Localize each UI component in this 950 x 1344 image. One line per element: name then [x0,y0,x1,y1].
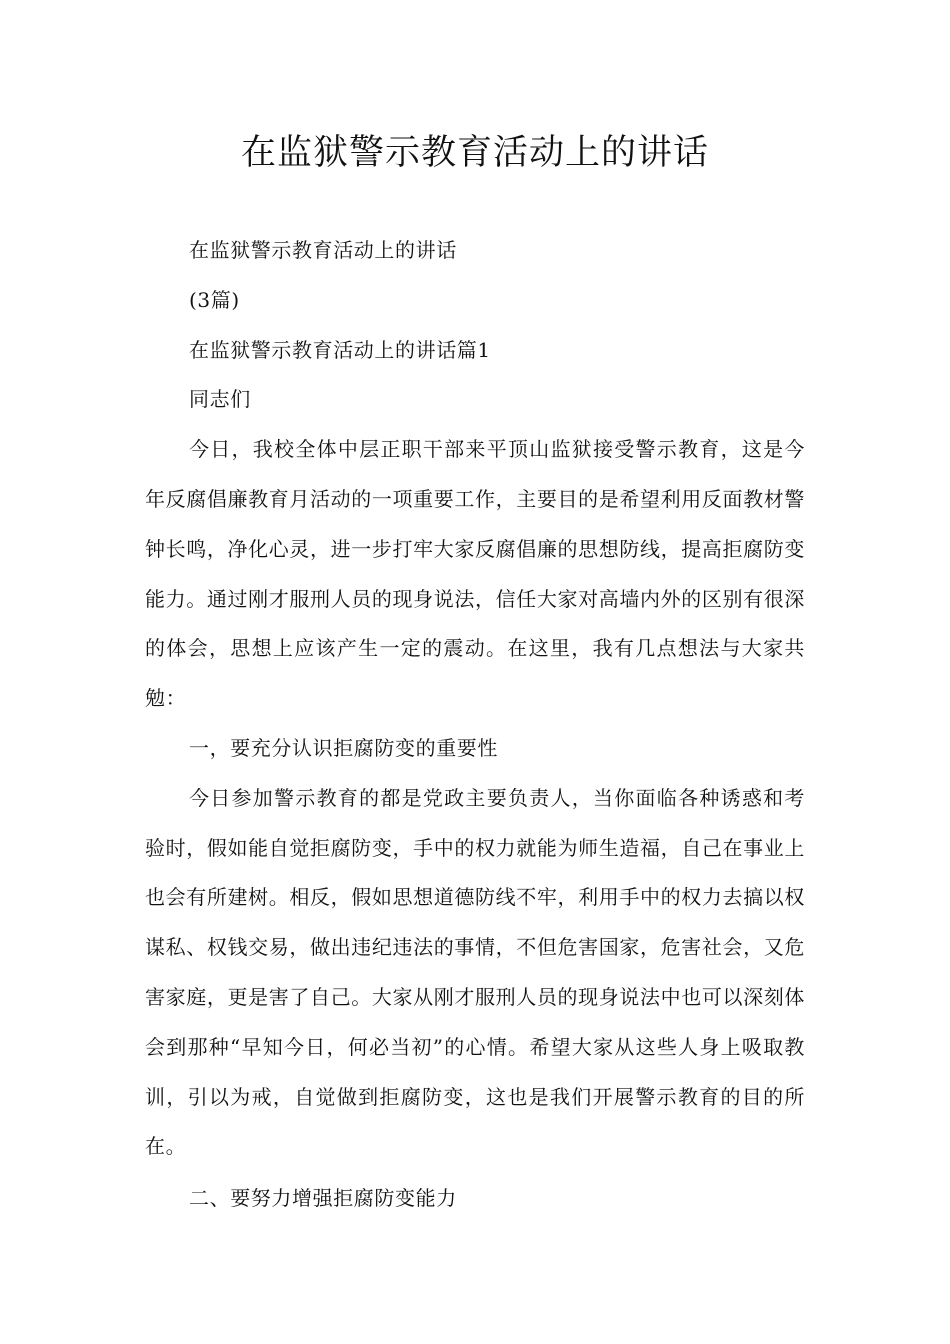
point-heading: 一，要充分认识拒腐防变的重要性 [189,735,498,760]
article-count: (3篇) [189,287,240,312]
point-heading: 二、要努力增强拒腐防变能力 [189,1186,457,1211]
subtitle-line: 在监狱警示教育活动上的讲话 [189,238,457,262]
salutation: 同志们 [189,387,251,412]
section-title: 在监狱警示教育活动上的讲话篇1 [189,337,491,362]
body-paragraph: 今日，我校全体中层正职干部来平顶山监狱接受警示教育，这是今年反腐倡廉教育月活动的一项重要工作，主要目的是希望利用反面教材警钟长鸣，净化心灵，进一步打牢大家反腐倡廉的思想防线，提高拒腐防变能力。通过刚才服刑人员的现身说法，信任大家对高墙内外的区别有很深的体会，思想上应该产生一定的震动。在这里，我有几点想法与大家共勉： [145,437,805,711]
document-body [145,226,805,1224]
body-paragraph: 今日参加警示教育的都是党政主要负责人，当你面临各种诱惑和考验时，假如能自觉拒腐防变，手中的权力就能为师生造福，自己在事业上也会有所建树。相反，假如思想道德防线不牢，利用手中的权力去搞以权谋私、权钱交易，做出违纪违法的事情，不但危害国家，危害社会，又危害家庭，更是害了自己。大家从刚才服刑人员的现身说法中也可以深刻体会到那种“早知今日，何必当初”的心情。希望大家从这些人身上吸取教训，引以为戒，自觉做到拒腐防变，这也是我们开展警示教育的目的所在。 [145,785,805,1159]
document-title: 在监狱警示教育活动上的讲话 [240,133,709,173]
